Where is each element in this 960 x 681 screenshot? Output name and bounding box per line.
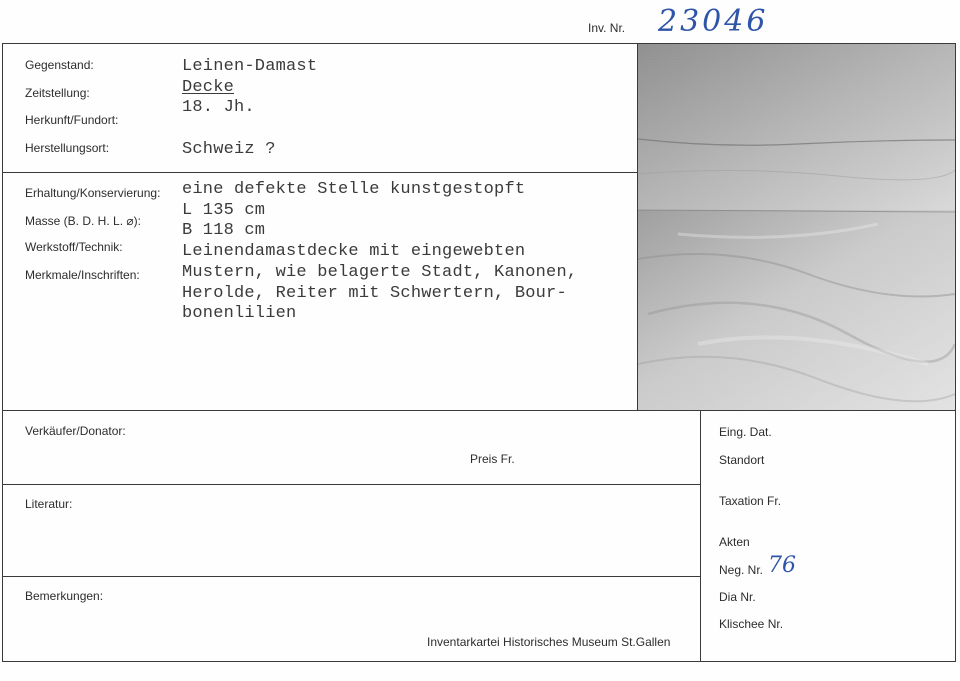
description-line-3: B 118 cm	[182, 221, 266, 240]
werkstoff-label: Werkstoff/Technik:	[25, 240, 123, 254]
inv-nr-value: 23046	[658, 4, 769, 39]
zeitstellung-value: 18. Jh.	[182, 98, 255, 117]
standort-label: Standort	[719, 453, 765, 467]
literatur-label: Literatur:	[25, 497, 73, 511]
rule-left	[2, 43, 3, 662]
description-line-4: Leinendamastdecke mit eingewebten	[182, 242, 526, 261]
taxation-label: Taxation Fr.	[719, 494, 782, 508]
erhaltung-label: Erhaltung/Konservierung:	[25, 186, 161, 200]
neg-nr-value: 76	[768, 553, 796, 578]
merkmale-label: Merkmale/Inschriften:	[25, 268, 140, 282]
description-line-5: Mustern, wie belagerte Stadt, Kanonen,	[182, 263, 578, 282]
rule-section-3	[2, 484, 700, 485]
textile-photo	[638, 44, 955, 410]
description-line-2: L 135 cm	[182, 201, 266, 220]
verkaeufer-label: Verkäufer/Donator:	[25, 424, 126, 438]
textile-photo-graphic	[638, 44, 955, 410]
rule-section-4	[2, 576, 700, 577]
klischee-label: Klischee Nr.	[719, 617, 784, 631]
rule-bottom	[2, 661, 956, 662]
herkunft-label: Herkunft/Fundort:	[25, 113, 119, 127]
masse-label: Masse (B. D. H. L. ⌀):	[25, 214, 141, 228]
rule-section-1	[2, 172, 638, 173]
gegenstand-value: Leinen-Damast	[182, 57, 318, 76]
inv-nr-label: Inv. Nr.	[588, 21, 626, 35]
herstellungsort-value: Schweiz ?	[182, 140, 276, 159]
rule-section-2	[2, 410, 956, 411]
eing-dat-label: Eing. Dat.	[719, 425, 772, 439]
description-line-1: eine defekte Stelle kunstgestopft	[182, 180, 526, 199]
footer-text: Inventarkartei Historisches Museum St.Gallen	[427, 635, 671, 649]
dia-nr-label: Dia Nr.	[719, 590, 756, 604]
preis-label: Preis Fr.	[470, 452, 515, 466]
gegenstand-label: Gegenstand:	[25, 58, 94, 72]
neg-nr-label: Neg. Nr.	[719, 563, 764, 577]
description-line-7: bonenlilien	[182, 304, 297, 323]
rule-right	[955, 43, 956, 662]
gegenstand-subvalue: Decke	[182, 78, 235, 97]
akten-label: Akten	[719, 535, 750, 549]
description-line-6: Herolde, Reiter mit Schwertern, Bour-	[182, 284, 567, 303]
zeitstellung-label: Zeitstellung:	[25, 86, 90, 100]
herstellungsort-label: Herstellungsort:	[25, 141, 110, 155]
bemerkungen-label: Bemerkungen:	[25, 589, 104, 603]
rule-side-divider	[700, 410, 701, 662]
